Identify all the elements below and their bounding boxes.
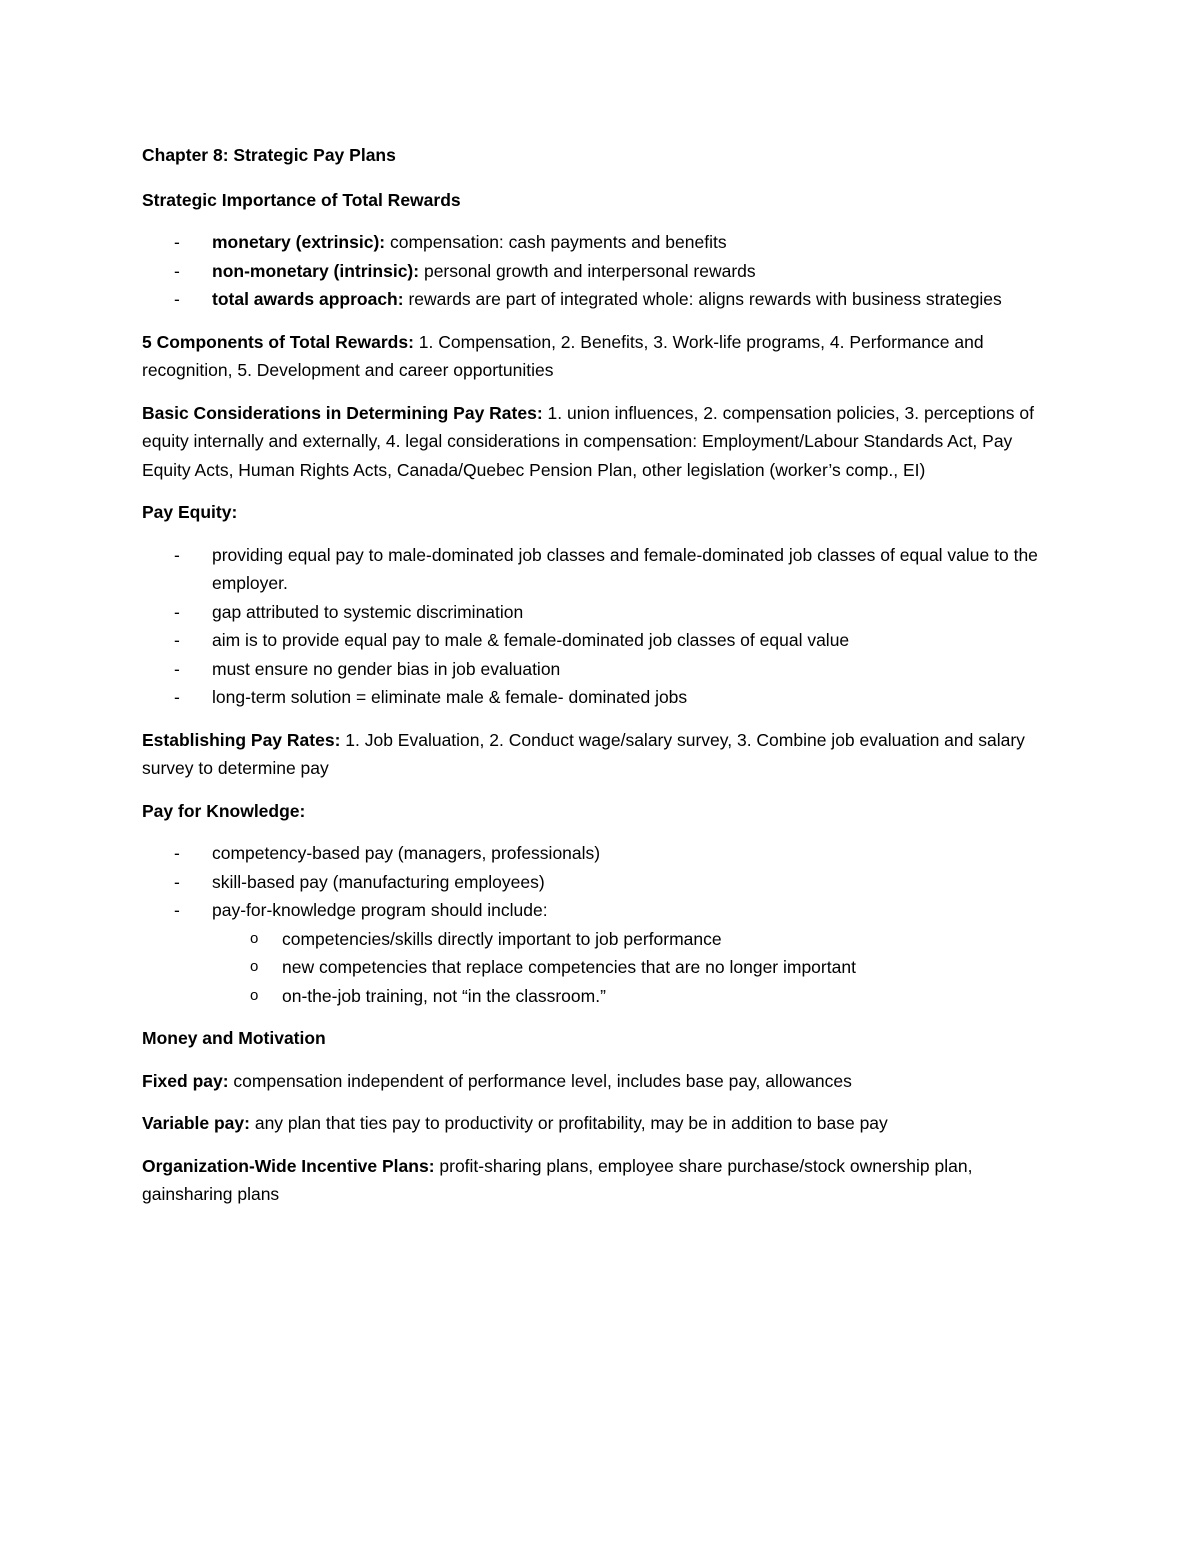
list-item: - skill-based pay (manufacturing employees) xyxy=(142,868,1062,897)
dash-bullet: - xyxy=(174,630,180,650)
dash-bullet: - xyxy=(174,900,180,920)
org-wide-paragraph: Organization-Wide Incentive Plans: profit-sharing plans, employee share purchase/stock ownership plan, gainsharing plans xyxy=(142,1155,973,1204)
list-item: - providing equal pay to male-dominated job classes and female-dominated job classes of equal value to the employer. xyxy=(142,541,1062,598)
list-item: - gap attributed to systemic discrimination xyxy=(142,598,1062,627)
sublist-item: o on-the-job training, not “in the classroom.” xyxy=(142,982,1062,1011)
list-item: - long-term solution = eliminate male & female- dominated jobs xyxy=(142,683,1062,712)
components-paragraph: 5 Components of Total Rewards: 1. Compensation, 2. Benefits, 3. Work-life programs, 4. Performance and recognition, 5. Development and career opportunities xyxy=(142,331,984,380)
document-page xyxy=(142,141,1062,1209)
section-heading-pay-equity: Pay Equity: xyxy=(142,502,238,522)
dash-bullet: - xyxy=(174,871,180,892)
dash-bullet: - xyxy=(174,260,180,281)
section-heading-pay-for-knowledge: Pay for Knowledge: xyxy=(142,800,306,821)
considerations-paragraph: Basic Considerations in Determining Pay Rates: 1. union influences, 2. compensation policies, 3. perceptions of equity internally and externally, 4. legal considerations in compensation: Employment/Labour Standards Act, Pay Equity Acts, Human Rights Acts, Canada/Quebec Pension Plan, other legislation (worker’s comp., EI) xyxy=(142,402,1034,480)
establishing-paragraph: Establishing Pay Rates: 1. Job Evaluation, 2. Conduct wage/salary survey, 3. Combine job evaluation and salary survey to determine pay xyxy=(142,729,1025,778)
total-rewards-list xyxy=(142,228,1062,314)
pay-equity-list xyxy=(142,541,1062,712)
dash-bullet: - xyxy=(174,687,180,707)
list-item: - pay-for-knowledge program should include: o competencies/skills directly important to job performance o new competencies that replace competencies that are no longer important o on-the-job training, not “in the classroom.” xyxy=(142,896,1062,1010)
circle-bullet: o xyxy=(250,986,259,1004)
list-item: - aim is to provide equal pay to male & female-dominated job classes of equal value xyxy=(142,626,1062,655)
section-heading-total-rewards: Strategic Importance of Total Rewards xyxy=(142,189,461,210)
section-heading-money-motivation: Money and Motivation xyxy=(142,1028,326,1048)
list-item: - competency-based pay (managers, professionals) xyxy=(142,839,1062,868)
sublist-item: o competencies/skills directly important to job performance xyxy=(142,925,1062,954)
dash-bullet: - xyxy=(174,232,180,252)
list-item: - non-monetary (intrinsic): personal growth and interpersonal rewards xyxy=(142,257,1062,286)
list-item: - must ensure no gender bias in job evaluation xyxy=(142,655,1062,684)
dash-bullet: - xyxy=(174,544,180,565)
circle-bullet: o xyxy=(250,929,259,947)
dash-bullet: - xyxy=(174,843,180,863)
dash-bullet: - xyxy=(174,601,180,622)
variable-pay-paragraph: Variable pay: any plan that ties pay to productivity or profitability, may be in addition to base pay xyxy=(142,1113,888,1133)
list-item: - monetary (extrinsic): compensation: cash payments and benefits xyxy=(142,228,1062,257)
knowledge-sublist xyxy=(212,925,1062,1011)
list-item: - total awards approach: rewards are part of integrated whole: aligns rewards with business strategies xyxy=(142,285,1062,314)
fixed-pay-paragraph: Fixed pay: compensation independent of performance level, includes base pay, allowances xyxy=(142,1070,852,1091)
document-title: Chapter 8: Strategic Pay Plans xyxy=(142,145,396,165)
dash-bullet: - xyxy=(174,658,180,679)
sublist-item: o new competencies that replace competencies that are no longer important xyxy=(142,953,1062,982)
circle-bullet: o xyxy=(250,958,259,975)
knowledge-list xyxy=(142,839,1062,1010)
dash-bullet: - xyxy=(174,289,180,309)
